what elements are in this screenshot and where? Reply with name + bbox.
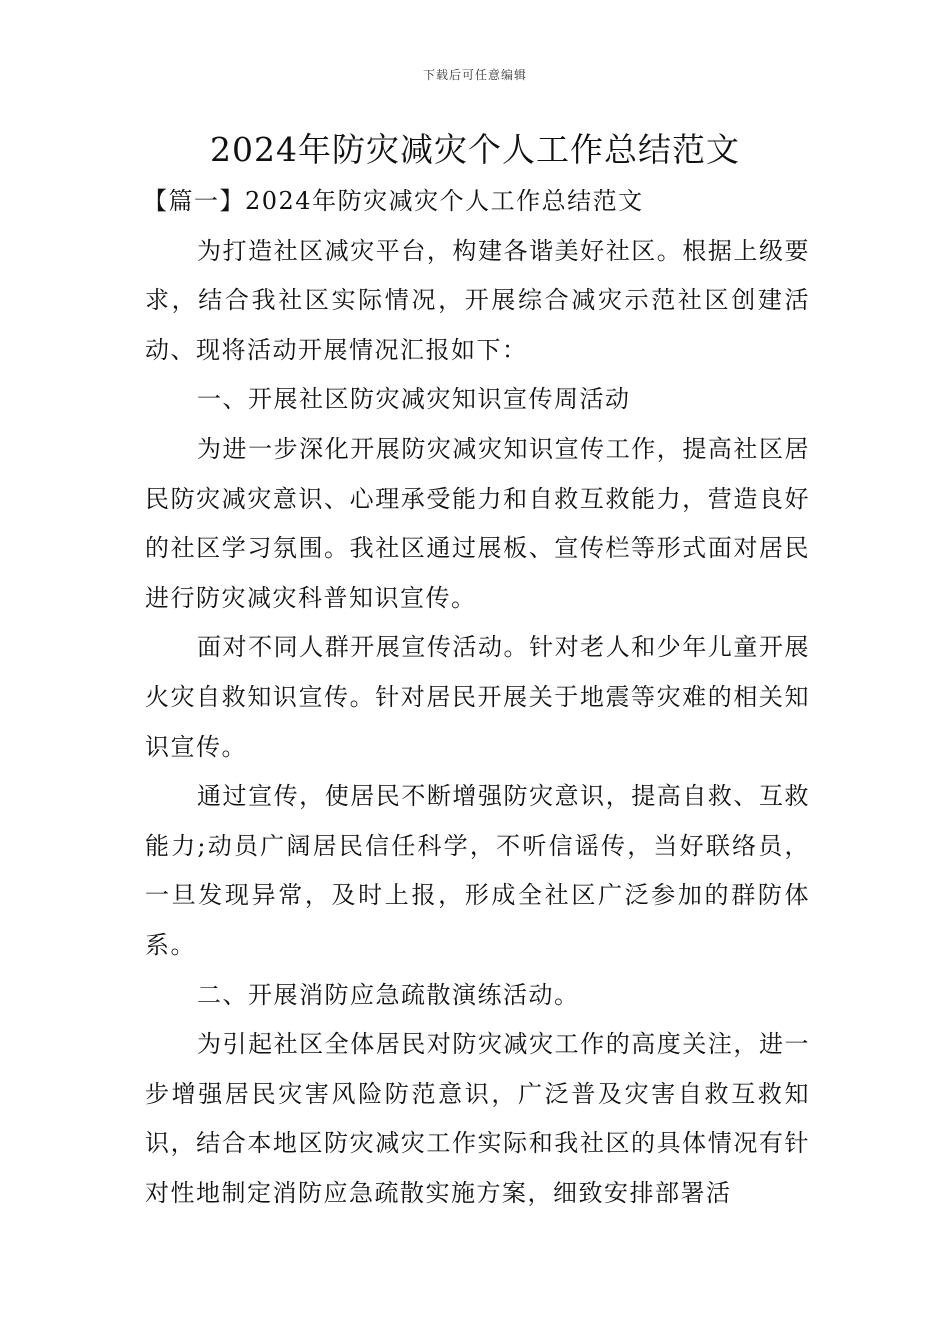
header-note: 下载后可任意编辑 [422, 68, 527, 82]
paragraph-intro: 为打造社区减灾平台，构建各谐美好社区。根据上级要求，结合我社区实际情况，开展综合减灾示范社区创建活动、现将活动开展情况汇报如下： [145, 236, 810, 364]
document-title: 2024年防灾减灾个人工作总结范文 [210, 130, 740, 169]
section-heading-1: 一、开展社区防灾减灾知识宣传周活动 [197, 385, 631, 414]
paragraph-awareness: 通过宣传，使居民不断增强防灾意识，提高自救、互救能力;动员广阔居民信任科学，不听信谣传，当好联络员，一旦发现异常，及时上报，形成全社区广泛参加的群防体系。 [145, 782, 810, 959]
paragraph-drill: 为引起社区全体居民对防灾减灾工作的高度关注，进一步增强居民灾害风险防范意识，广泛普及灾害自救互救知识，结合本地区防灾减灾工作实际和我社区的具体情况有针对性地制定消防应急疏散实施方案，细致安排部署活 [145, 1030, 810, 1207]
paragraph-publicity: 为进一步深化开展防灾减灾知识宣传工作，提高社区居民防灾减灾意识、心理承受能力和自救互救能力，营造良好的社区学习氛围。我社区通过展板、宣传栏等形式面对居民进行防灾减灾科普知识宣传。 [145, 434, 810, 612]
paragraph-target-groups: 面对不同人群开展宣传活动。针对老人和少年儿童开展火灾自救知识宣传。针对居民开展关于地震等灾难的相关知识宣传。 [145, 633, 810, 761]
document-body [145, 177, 810, 1218]
section-subtitle: 【篇一】2024年防灾减灾个人工作总结范文 [143, 187, 644, 215]
section-heading-2: 二、开展消防应急疏散演练活动。 [197, 980, 580, 1009]
